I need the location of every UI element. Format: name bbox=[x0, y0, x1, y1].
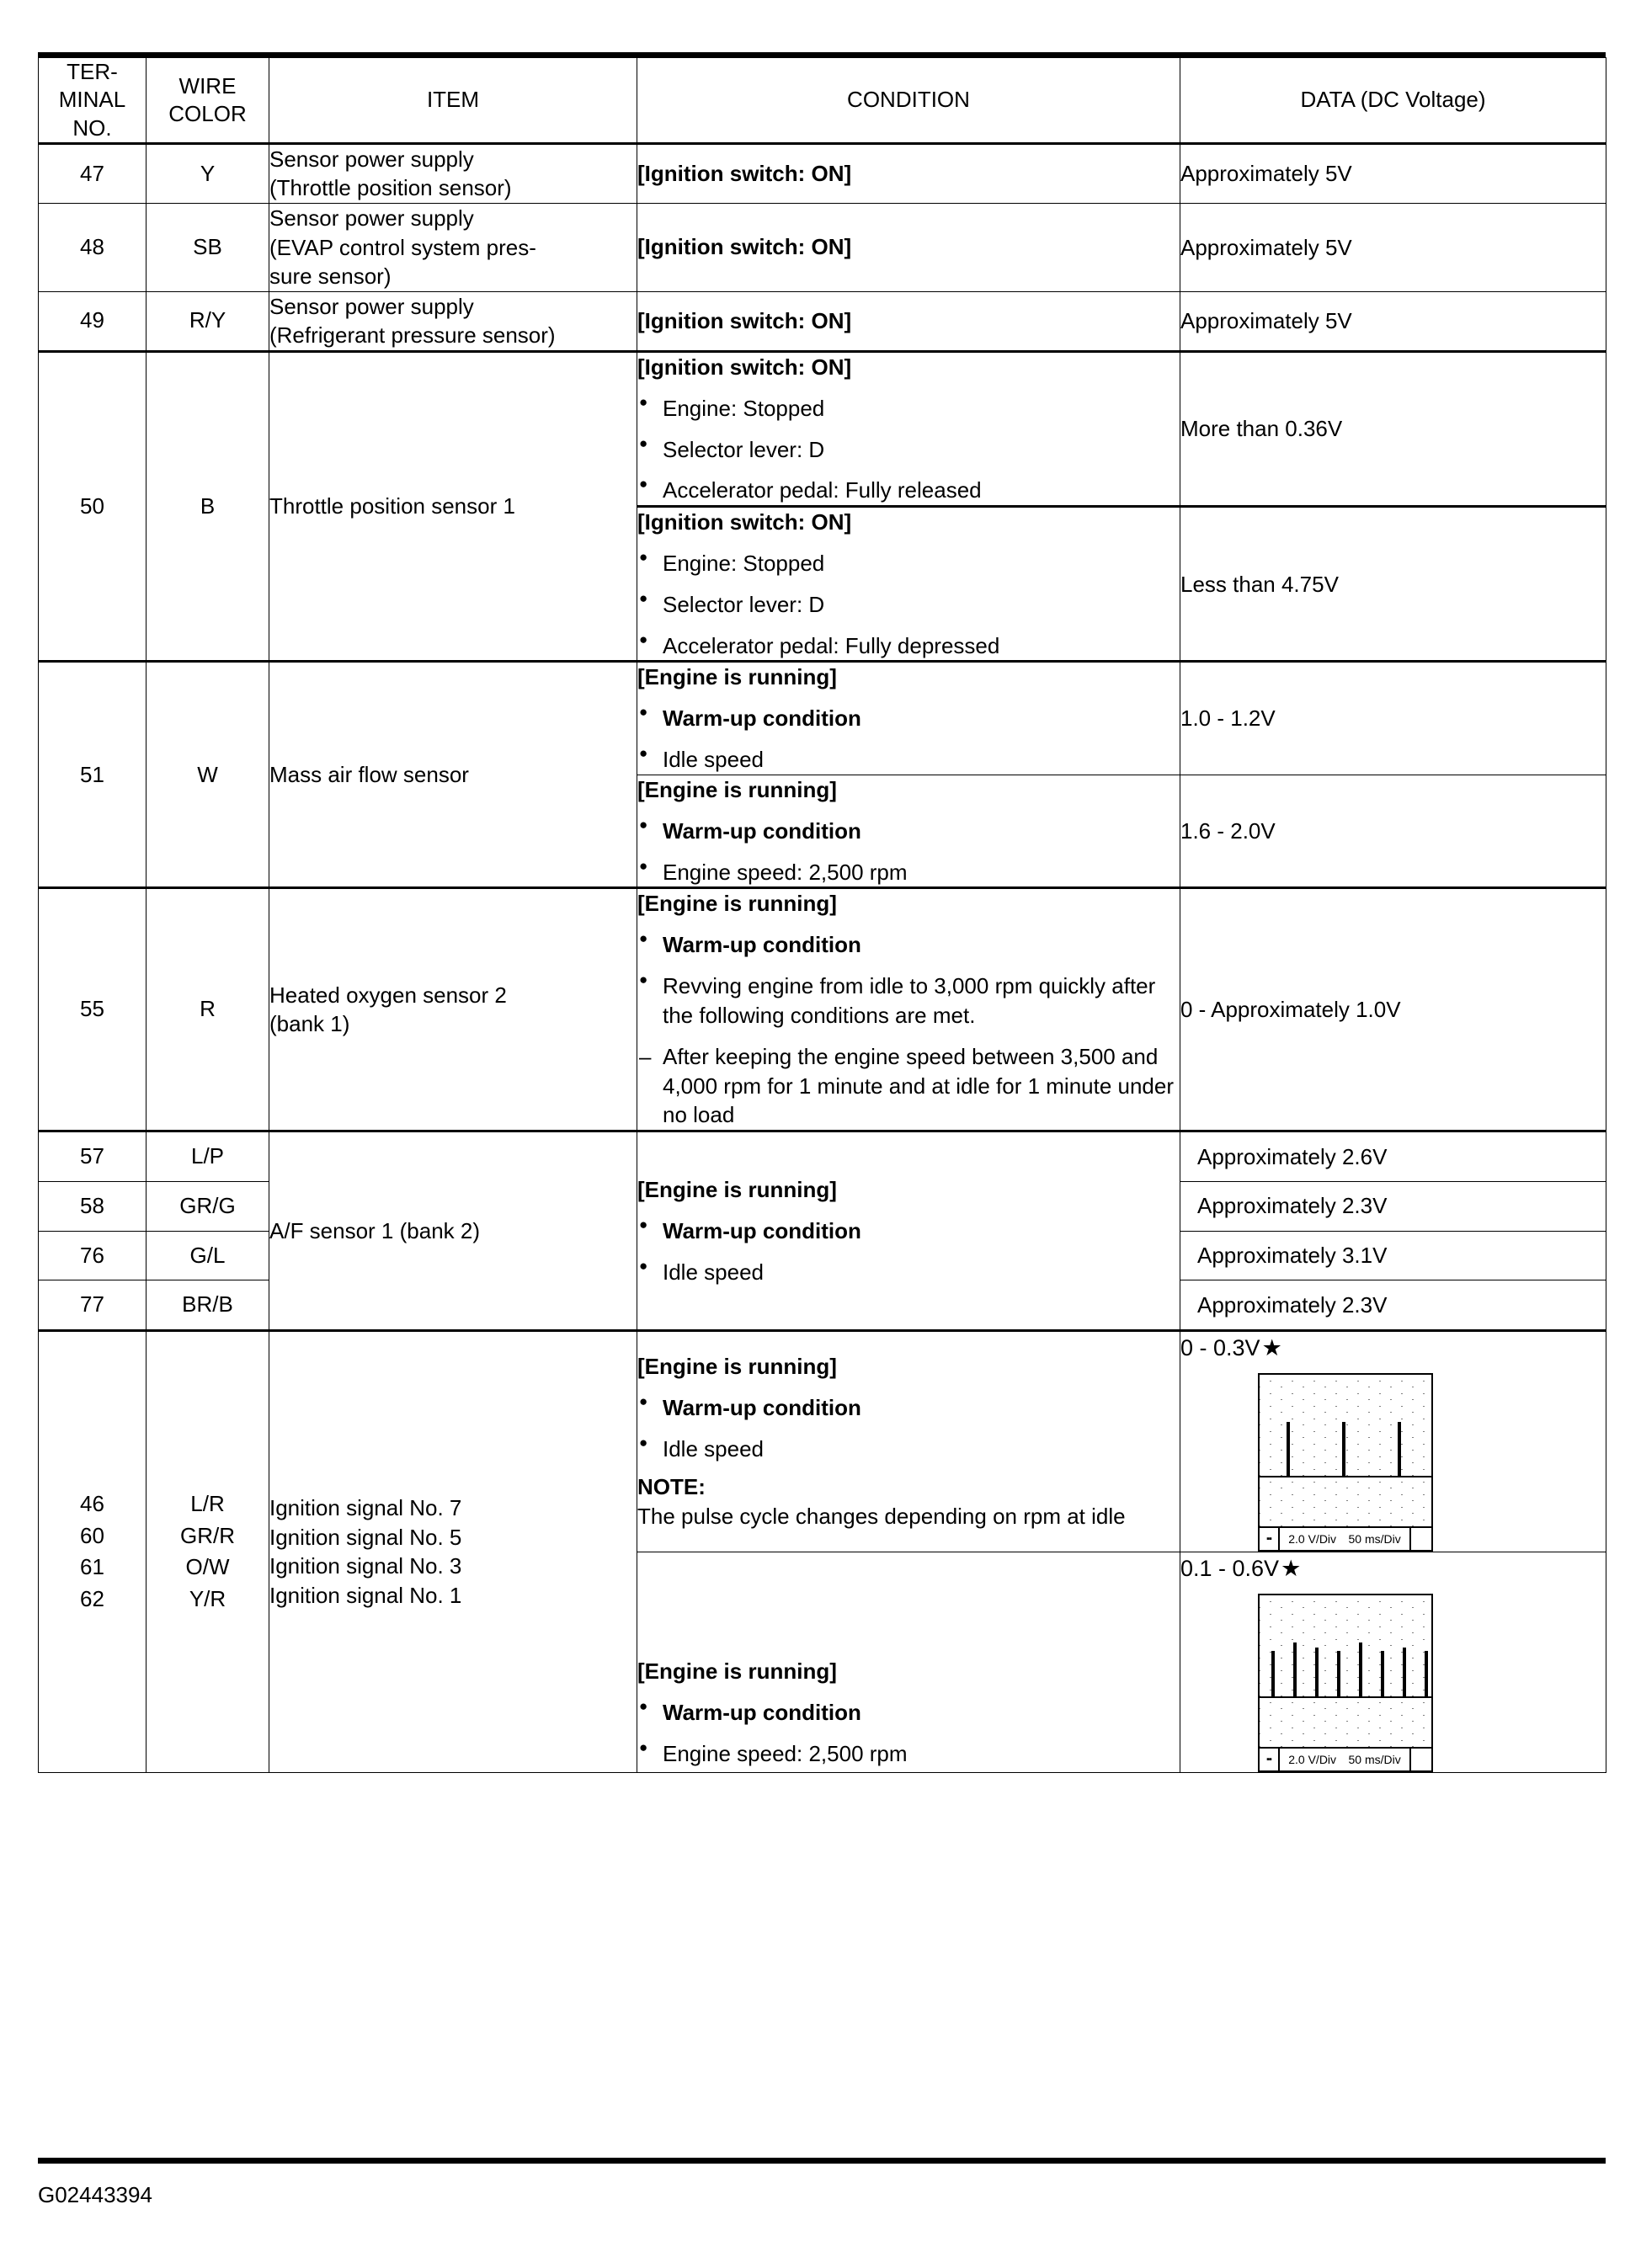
condition-bullet-list bbox=[637, 817, 1180, 887]
condition-heading: [Engine is running] bbox=[637, 1176, 837, 1202]
table-row bbox=[39, 351, 1606, 506]
scope-footer bbox=[1260, 1747, 1431, 1770]
cell-wire-color: Y bbox=[147, 143, 269, 203]
cell-terminal-no: 57 bbox=[39, 1131, 147, 1182]
scope-screen bbox=[1260, 1375, 1431, 1526]
document-id: G02443394 bbox=[38, 2182, 152, 2207]
condition-bullet-list bbox=[637, 704, 1180, 775]
cell-terminal-no: 55 bbox=[39, 888, 147, 1131]
cell-condition bbox=[637, 203, 1180, 291]
cell-condition bbox=[637, 1131, 1180, 1331]
waveform-spike bbox=[1337, 1651, 1340, 1698]
condition-bullet: ● Engine speed: 2,500 rpm bbox=[637, 1739, 1180, 1769]
cell-item bbox=[269, 203, 637, 291]
condition-bullet: ● Idle speed bbox=[637, 745, 1180, 775]
condition-bullet: ● Engine: Stopped bbox=[637, 394, 1180, 423]
header-terminal-no-l1: TER- bbox=[67, 59, 118, 84]
table-header bbox=[39, 58, 1606, 144]
waveform-spike bbox=[1381, 1651, 1384, 1698]
condition-heading: [Ignition switch: ON] bbox=[637, 160, 852, 186]
terminal-line: 62 bbox=[80, 1586, 104, 1612]
condition-bullet: ● Accelerator pedal: Fully released bbox=[637, 476, 1180, 505]
scope-volts-per-div: 2.0 V/Div bbox=[1288, 1752, 1337, 1766]
condition-bullet: ● Engine: Stopped bbox=[637, 549, 1180, 578]
cell-data: Less than 4.75V bbox=[1180, 507, 1606, 662]
spec-table-wrapper bbox=[38, 57, 1606, 1773]
header-data: DATA (DC Voltage) bbox=[1180, 58, 1606, 144]
header-item: ITEM bbox=[269, 58, 637, 144]
cell-data: 1.6 - 2.0V bbox=[1180, 775, 1606, 887]
condition-bullet-list bbox=[637, 1698, 1180, 1769]
scope-time-per-div: 50 ms/Div bbox=[1348, 1752, 1401, 1766]
table-row bbox=[39, 203, 1606, 291]
scope-scale-labels bbox=[1280, 1749, 1409, 1770]
cell-wire-color: R/Y bbox=[147, 291, 269, 351]
waveform-spike bbox=[1293, 1642, 1297, 1698]
scope-cursor-icon: ▪▪ bbox=[1260, 1749, 1280, 1770]
item-line: Sensor power supply bbox=[269, 293, 474, 319]
table-row bbox=[39, 291, 1606, 351]
condition-bullet-list bbox=[637, 549, 1180, 660]
cell-condition bbox=[637, 662, 1180, 775]
data-value: 0.1 - 0.6V bbox=[1180, 1555, 1280, 1581]
table-row bbox=[39, 1131, 1606, 1182]
cell-data: Approximately 2.6V bbox=[1180, 1131, 1606, 1182]
cell-terminal-no: 58 bbox=[39, 1181, 147, 1231]
table-row bbox=[39, 888, 1606, 1131]
terminal-line: 46 bbox=[80, 1491, 104, 1517]
item-line: Ignition signal No. 5 bbox=[269, 1524, 462, 1550]
header-wire-color bbox=[147, 58, 269, 144]
cell-condition bbox=[637, 143, 1180, 203]
wire-line: Y/R bbox=[189, 1586, 226, 1612]
scope-status-box bbox=[1409, 1749, 1431, 1770]
cell-data: Approximately 5V bbox=[1180, 143, 1606, 203]
cell-wire-color: B bbox=[147, 351, 269, 662]
cell-wire-color: BR/B bbox=[147, 1280, 269, 1331]
condition-bullet: ● Selector lever: D bbox=[637, 435, 1180, 465]
cell-wire-color: W bbox=[147, 662, 269, 888]
waveform-spike bbox=[1398, 1422, 1401, 1477]
cell-data bbox=[1180, 1330, 1606, 1552]
cell-condition bbox=[637, 1330, 1180, 1552]
condition-bullet: ● Accelerator pedal: Fully depressed bbox=[637, 631, 1180, 661]
item-line: Sensor power supply bbox=[269, 146, 474, 172]
note-text: The pulse cycle changes depending on rpm at idle bbox=[637, 1503, 1126, 1529]
scope-time-per-div: 50 ms/Div bbox=[1348, 1531, 1401, 1546]
header-terminal-no bbox=[39, 58, 147, 144]
cell-condition bbox=[637, 775, 1180, 887]
condition-bullet-list bbox=[637, 394, 1180, 505]
cell-condition bbox=[637, 291, 1180, 351]
condition-heading: [Ignition switch: ON] bbox=[637, 234, 852, 260]
star-icon: ★ bbox=[1281, 1555, 1302, 1581]
cell-item bbox=[269, 662, 637, 888]
oscilloscope-waveform-idle bbox=[1258, 1373, 1433, 1552]
table-body bbox=[39, 143, 1606, 1772]
condition-bullet: ● Idle speed bbox=[637, 1435, 1180, 1464]
waveform-spike bbox=[1425, 1651, 1428, 1698]
header-wire-color-l2: COLOR bbox=[168, 100, 247, 126]
item-line: Heated oxygen sensor 2 bbox=[269, 982, 507, 1008]
cell-condition bbox=[637, 351, 1180, 506]
table-row bbox=[39, 1330, 1606, 1552]
item-line: Ignition signal No. 1 bbox=[269, 1583, 462, 1609]
terminal-line: 61 bbox=[80, 1554, 104, 1580]
wire-line: L/R bbox=[190, 1491, 225, 1517]
cell-data: Approximately 5V bbox=[1180, 291, 1606, 351]
scope-status-box bbox=[1409, 1528, 1431, 1550]
cell-data: Approximately 2.3V bbox=[1180, 1181, 1606, 1231]
scope-scale-labels bbox=[1280, 1528, 1409, 1550]
item-line: Throttle position sensor 1 bbox=[269, 493, 515, 519]
cell-item bbox=[269, 351, 637, 662]
cell-terminal-no: 77 bbox=[39, 1280, 147, 1331]
condition-heading: [Engine is running] bbox=[637, 1658, 837, 1685]
note-label: NOTE: bbox=[637, 1473, 706, 1499]
cell-wire-color bbox=[147, 1330, 269, 1772]
cell-wire-color: R bbox=[147, 888, 269, 1131]
cell-item bbox=[269, 1131, 637, 1331]
cell-terminal-no: 50 bbox=[39, 351, 147, 662]
condition-heading: [Ignition switch: ON] bbox=[637, 354, 852, 380]
condition-bullet: ● Revving engine from idle to 3,000 rpm quickly after the following conditions are met. bbox=[637, 972, 1180, 1030]
scope-baseline bbox=[1260, 1476, 1431, 1477]
item-line: Sensor power supply bbox=[269, 205, 474, 231]
waveform-spike bbox=[1359, 1642, 1362, 1698]
cell-item bbox=[269, 291, 637, 351]
condition-bullet-list bbox=[637, 1217, 1180, 1287]
data-value-with-star bbox=[1180, 1556, 1606, 1582]
cell-item bbox=[269, 888, 637, 1131]
scope-volts-per-div: 2.0 V/Div bbox=[1288, 1531, 1337, 1546]
terminal-line: 60 bbox=[80, 1522, 104, 1548]
table-row bbox=[39, 143, 1606, 203]
item-line: (Throttle position sensor) bbox=[269, 175, 512, 201]
header-condition: CONDITION bbox=[637, 58, 1180, 144]
cell-wire-color: G/L bbox=[147, 1231, 269, 1280]
cell-terminal-no: 47 bbox=[39, 143, 147, 203]
cell-terminal-no bbox=[39, 1330, 147, 1772]
item-line: A/F sensor 1 (bank 2) bbox=[269, 1217, 480, 1243]
scope-footer bbox=[1260, 1526, 1431, 1550]
cell-wire-color: SB bbox=[147, 203, 269, 291]
item-line: (Refrigerant pressure sensor) bbox=[269, 322, 556, 349]
item-line: sure sensor) bbox=[269, 264, 392, 290]
table-header-row bbox=[39, 58, 1606, 144]
condition-heading: [Engine is running] bbox=[637, 891, 837, 917]
waveform-spike bbox=[1403, 1648, 1406, 1698]
condition-bullet: ● Warm-up condition bbox=[637, 1698, 1180, 1728]
condition-heading: [Engine is running] bbox=[637, 1354, 837, 1380]
item-line: Ignition signal No. 7 bbox=[269, 1495, 462, 1521]
waveform-spike bbox=[1287, 1422, 1290, 1477]
cell-data: Approximately 2.3V bbox=[1180, 1280, 1606, 1331]
data-value-with-star bbox=[1180, 1335, 1606, 1361]
item-line: (bank 1) bbox=[269, 1011, 350, 1037]
star-icon: ★ bbox=[1261, 1334, 1282, 1360]
cell-data bbox=[1180, 1552, 1606, 1772]
header-terminal-no-l3: NO. bbox=[72, 114, 112, 141]
waveform-spike bbox=[1271, 1651, 1275, 1698]
cell-data: Approximately 3.1V bbox=[1180, 1231, 1606, 1280]
cell-condition bbox=[637, 1552, 1180, 1772]
header-wire-color-l1: WIRE bbox=[178, 72, 237, 98]
condition-bullet: ● Engine speed: 2,500 rpm bbox=[637, 858, 1180, 887]
header-terminal-no-l2: MINAL bbox=[58, 87, 126, 113]
wire-line: O/W bbox=[185, 1554, 230, 1580]
condition-heading: [Engine is running] bbox=[637, 664, 837, 690]
waveform-spike bbox=[1315, 1648, 1319, 1698]
cell-wire-color: L/P bbox=[147, 1131, 269, 1182]
condition-dash-item: – After keeping the engine speed between 3,500 and 4,000 rpm for 1 minute and at idle for 1 minute under no load bbox=[637, 1042, 1180, 1130]
condition-bullet-list bbox=[637, 930, 1180, 1130]
cell-data: 0 - Approximately 1.0V bbox=[1180, 888, 1606, 1131]
cell-data: 1.0 - 1.2V bbox=[1180, 662, 1606, 775]
condition-bullet: ● Selector lever: D bbox=[637, 590, 1180, 620]
condition-bullet: ● Warm-up condition bbox=[637, 1217, 1180, 1246]
waveform-spike bbox=[1342, 1422, 1345, 1477]
condition-heading: [Ignition switch: ON] bbox=[637, 307, 852, 333]
cell-terminal-no: 76 bbox=[39, 1231, 147, 1280]
cell-item bbox=[269, 143, 637, 203]
condition-bullet: ● Warm-up condition bbox=[637, 817, 1180, 846]
cell-condition bbox=[637, 888, 1180, 1131]
data-value: 0 - 0.3V bbox=[1180, 1334, 1260, 1360]
item-line: Ignition signal No. 3 bbox=[269, 1553, 462, 1579]
scope-cursor-icon: ▪▪ bbox=[1260, 1528, 1280, 1550]
wire-line: GR/R bbox=[180, 1522, 235, 1548]
cell-condition bbox=[637, 507, 1180, 662]
cell-wire-color: GR/G bbox=[147, 1181, 269, 1231]
condition-bullet: ● Warm-up condition bbox=[637, 930, 1180, 960]
condition-bullet: ● Idle speed bbox=[637, 1258, 1180, 1287]
item-line: (EVAP control system pres- bbox=[269, 234, 536, 260]
oscilloscope-waveform-2500rpm bbox=[1258, 1594, 1433, 1772]
cell-item bbox=[269, 1330, 637, 1772]
cell-data: More than 0.36V bbox=[1180, 351, 1606, 506]
condition-heading: [Ignition switch: ON] bbox=[637, 509, 852, 535]
condition-bullet-list bbox=[637, 1393, 1180, 1464]
cell-terminal-no: 48 bbox=[39, 203, 147, 291]
cell-data: Approximately 5V bbox=[1180, 203, 1606, 291]
ecm-terminal-reference-table bbox=[38, 57, 1606, 1773]
scope-screen bbox=[1260, 1595, 1431, 1747]
condition-heading: [Engine is running] bbox=[637, 776, 837, 802]
condition-bullet: ● Warm-up condition bbox=[637, 704, 1180, 733]
item-line: Mass air flow sensor bbox=[269, 762, 469, 788]
table-row bbox=[39, 662, 1606, 775]
cell-terminal-no: 49 bbox=[39, 291, 147, 351]
table-bottom-rule bbox=[38, 2158, 1606, 2164]
condition-bullet: ● Warm-up condition bbox=[637, 1393, 1180, 1423]
cell-terminal-no: 51 bbox=[39, 662, 147, 888]
